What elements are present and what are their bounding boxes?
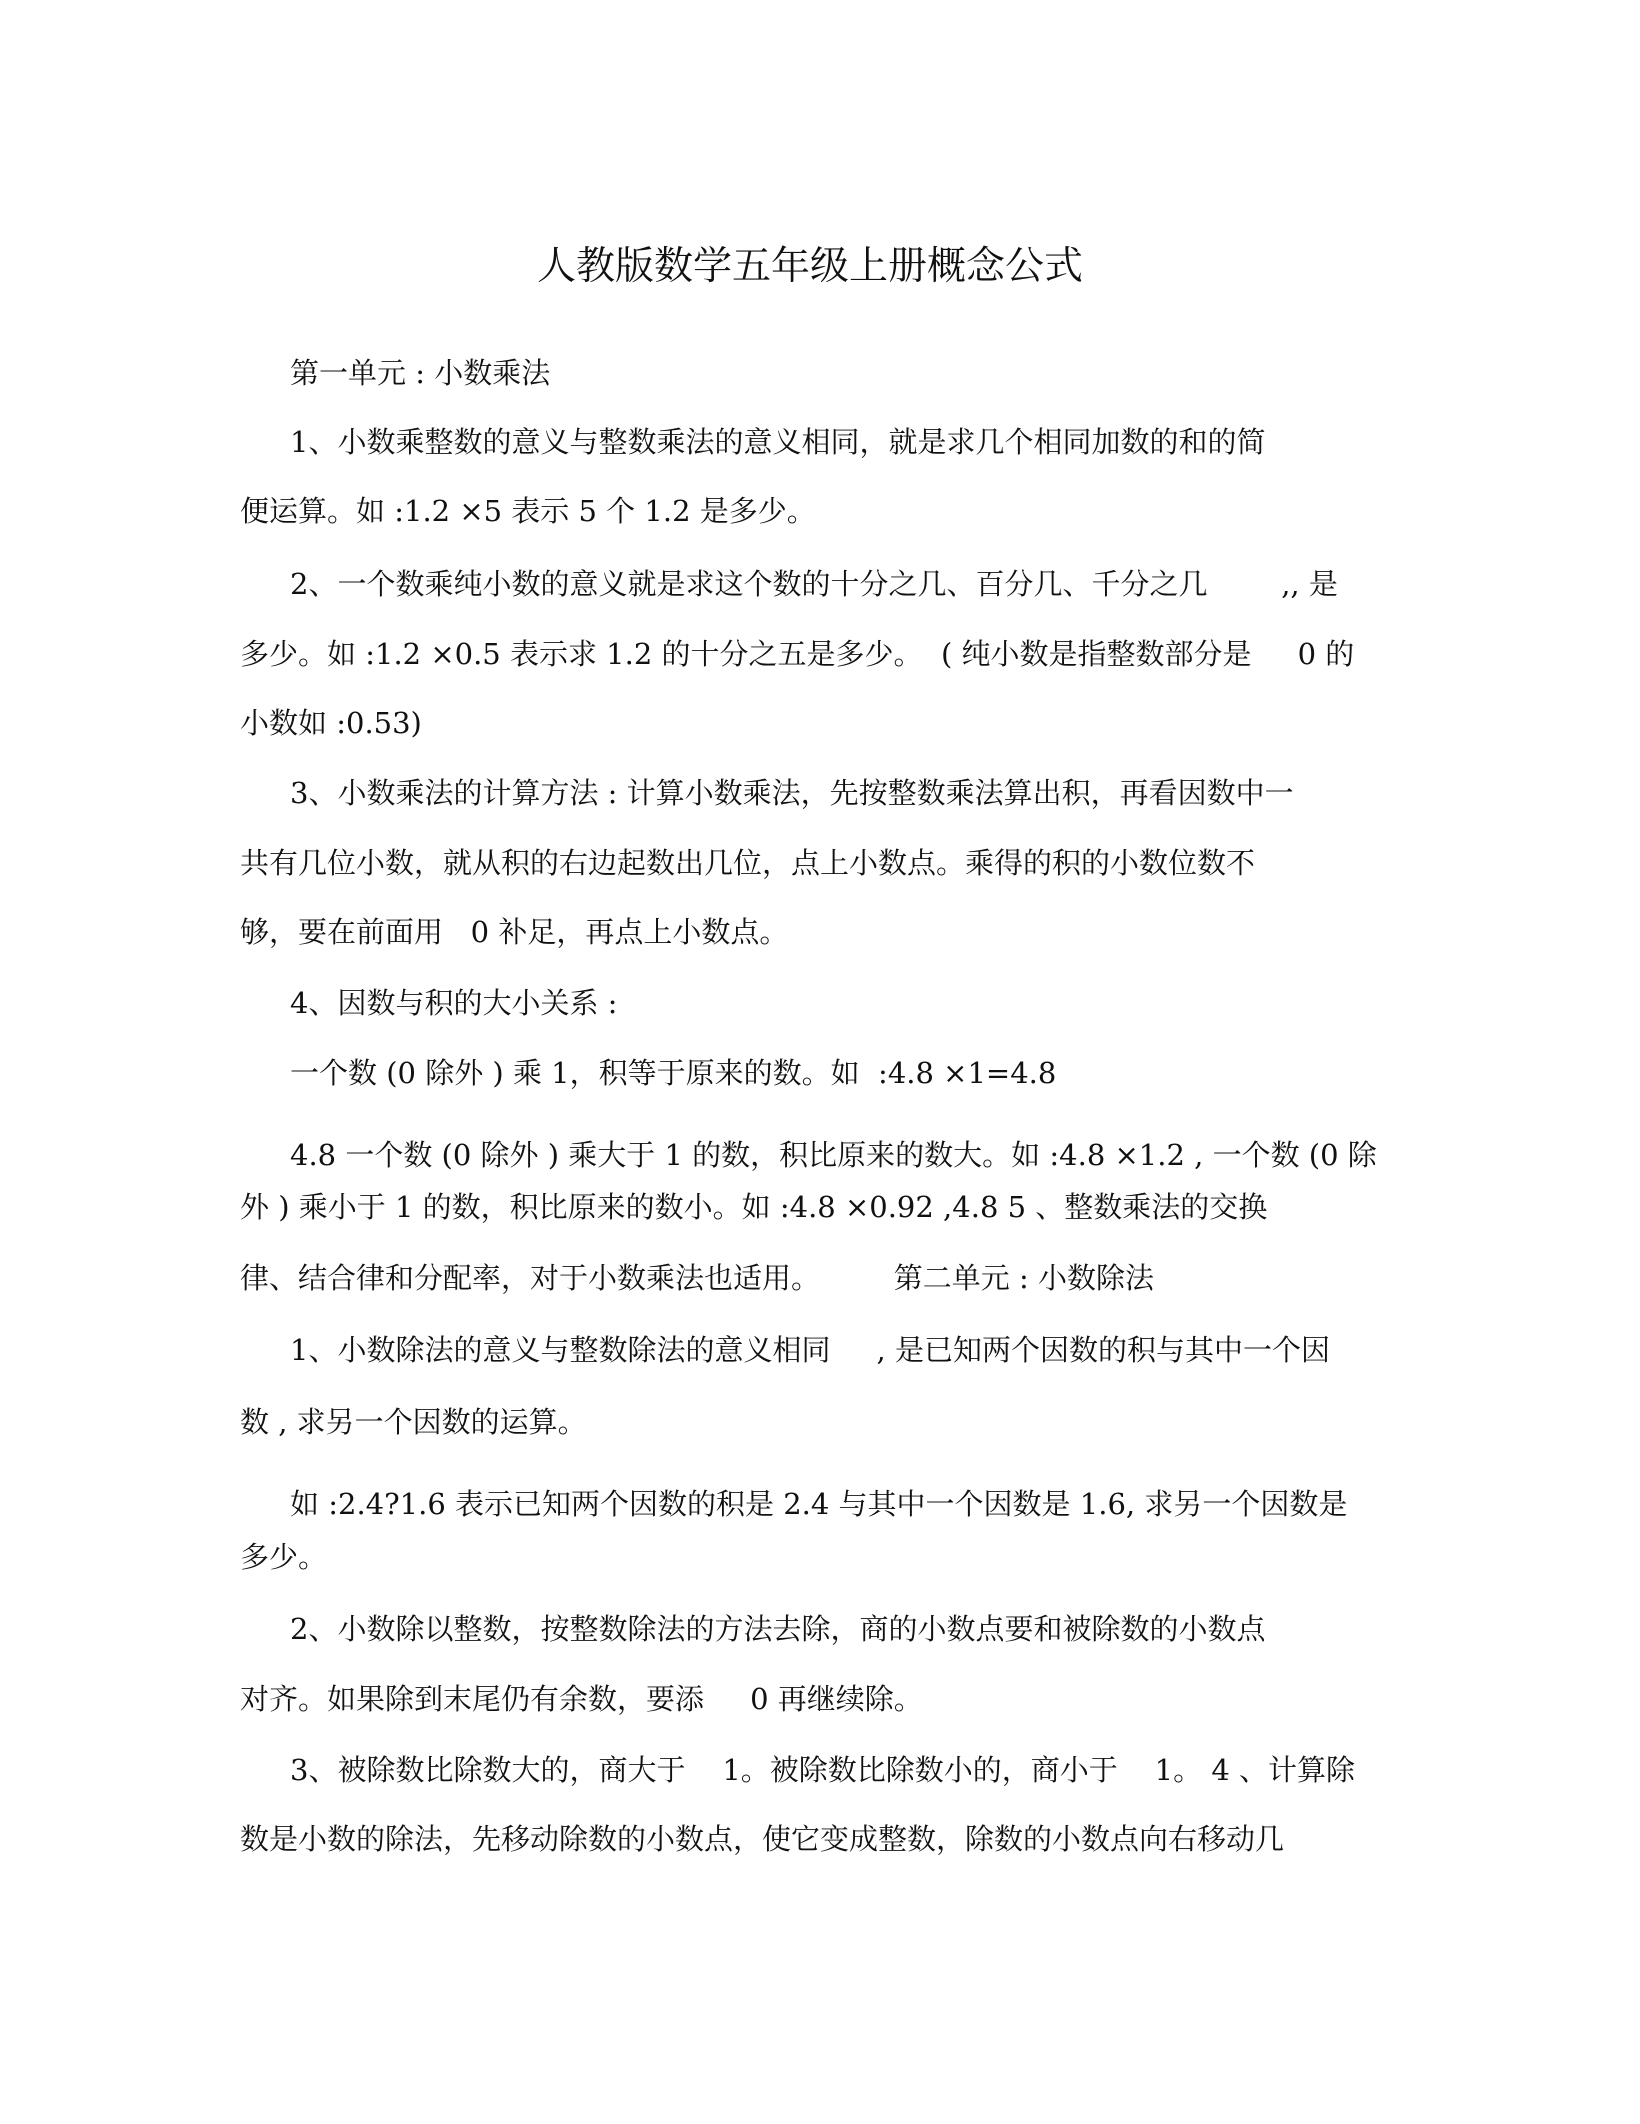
text-line: 外 ) 乘小于 1 的数，积比原来的数小。如 :4.8 ×0.92 ,4.8 5 、整数乘法的交换 — [240, 1190, 1268, 1224]
text-line: 2、一个数乘纯小数的意义就是求这个数的十分之几、百分几、千分之几 ,, 是 — [290, 567, 1338, 601]
text-line: 多少。如 :1.2 ×0.5 表示求 1.2 的十分之五是多少。 ( 纯小数是指整数部分是 0 的 — [240, 637, 1355, 671]
unit-1-heading: 第一单元 : 小数乘法 — [290, 356, 551, 390]
text-line: 数是小数的除法，先移动除数的小数点，使它变成整数，除数的小数点向右移动几 — [240, 1822, 1285, 1856]
text-line: 1、小数除法的意义与整数除法的意义相同 , 是已知两个因数的积与其中一个因 — [290, 1333, 1330, 1367]
text-line: 4、因数与积的大小关系 : — [290, 986, 618, 1020]
text-line: 如 :2.4?1.6 表示已知两个因数的积是 2.4 与其中一个因数是 1.6, 求另一个因数是 — [290, 1487, 1348, 1521]
text-line: 1、小数乘整数的意义与整数乘法的意义相同，就是求几个相同加数的和的简 — [290, 425, 1266, 459]
text-line: 3、小数乘法的计算方法 : 计算小数乘法，先按整数乘法算出积，再看因数中一 — [290, 776, 1294, 810]
text-line: 多少。 — [240, 1540, 328, 1574]
text-line: 数 , 求另一个因数的运算。 — [240, 1405, 587, 1439]
text-line: 4.8 一个数 (0 除外 ) 乘大于 1 的数，积比原来的数大。如 :4.8 ×1.2 , 一个数 (0 除 — [290, 1138, 1377, 1172]
text-line: 2、小数除以整数，按整数除法的方法去除，商的小数点要和被除数的小数点 — [290, 1612, 1266, 1646]
text-line: 3、被除数比除数大的，商大于 1。被除数比除数小的，商小于 1。 4 、计算除 — [290, 1753, 1355, 1787]
text-line: 律、结合律和分配率，对于小数乘法也适用。 第二单元 : 小数除法 — [240, 1261, 1154, 1295]
text-line: 一个数 (0 除外 ) 乘 1，积等于原来的数。如 :4.8 ×1=4.8 — [290, 1056, 1057, 1090]
text-line: 对齐。如果除到末尾仍有余数，要添 0 再继续除。 — [240, 1682, 923, 1716]
text-line: 够，要在前面用 0 补足，再点上小数点。 — [240, 915, 789, 949]
text-line: 便运算。如 :1.2 ×5 表示 5 个 1.2 是多少。 — [240, 494, 816, 528]
text-line: 共有几位小数，就从积的右边起数出几位，点上小数点。乘得的积的小数位数不 — [240, 846, 1256, 880]
text-line: 小数如 :0.53) — [240, 706, 422, 740]
document-title: 人教版数学五年级上册概念公式 — [536, 244, 1083, 289]
